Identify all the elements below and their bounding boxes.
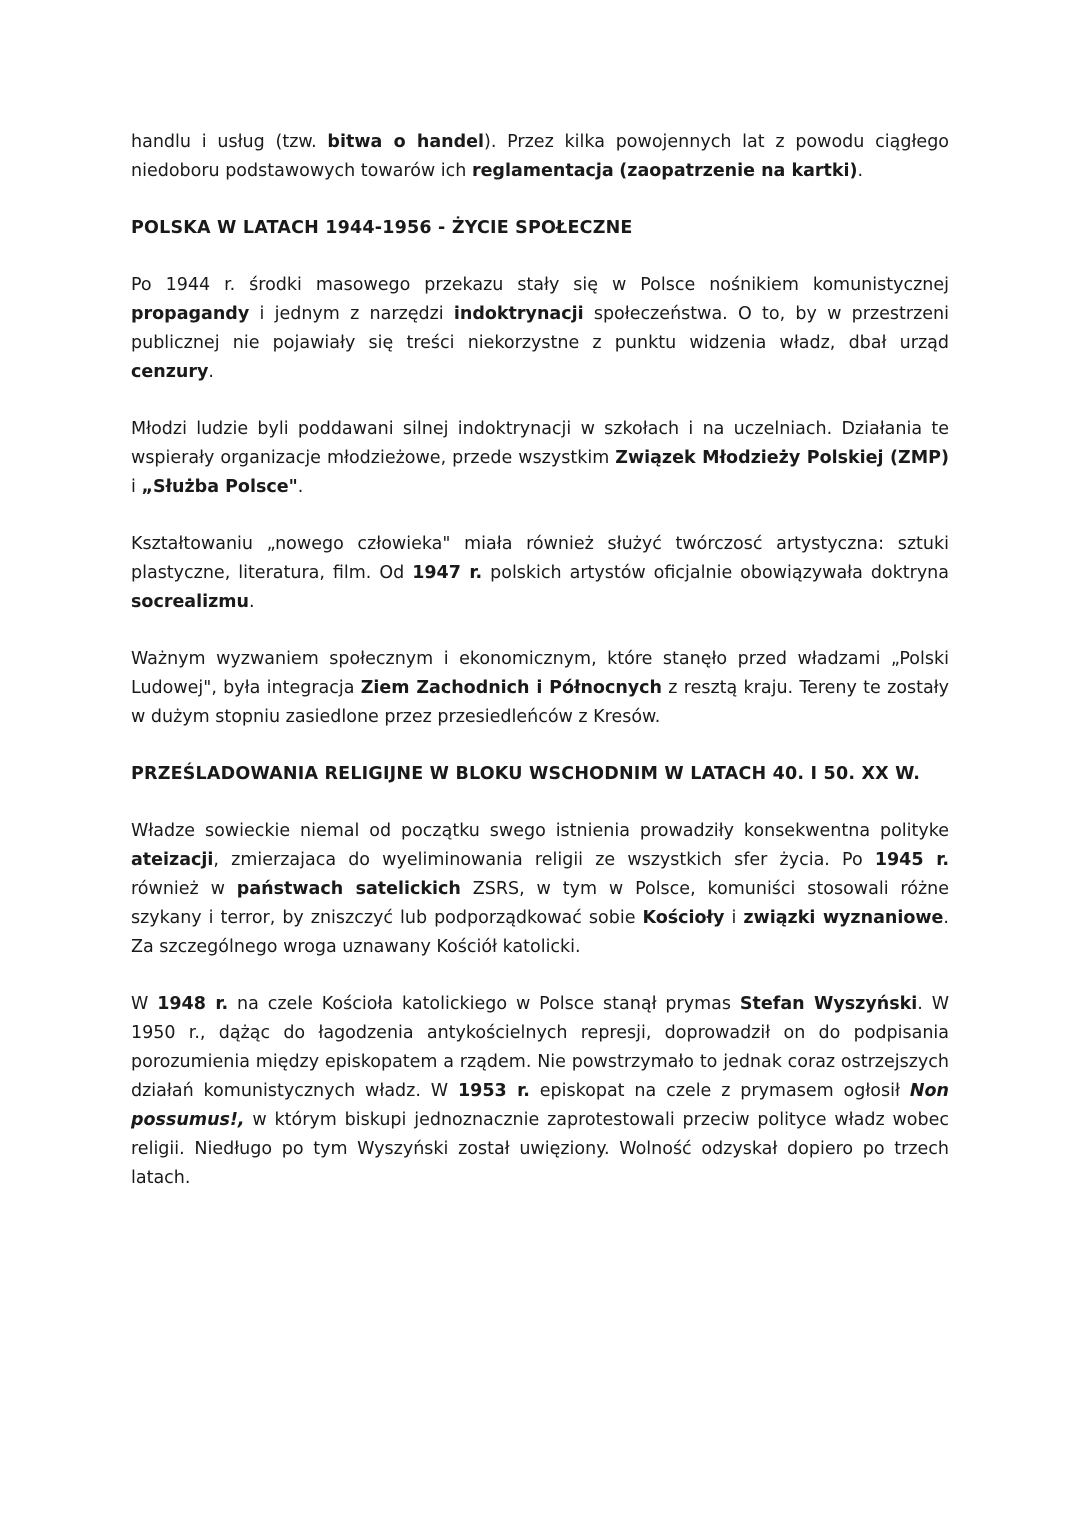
text-run: ZSRS, w tym w Polsce, komuniści stosowali różne szykany i terror, by zniszczyć lub podporządkować sobie [131,879,949,928]
text-run: . W 1950 r., dążąc do łagodzenia antykościelnych represji, doprowadził on do podpisania porozumienia między episkopatem a rządem. Nie powstrzymało to jednak coraz ostrzejszych działań komunistycznych władz. W [131,994,950,1101]
paragraph-western-lands [131,645,949,732]
bold-term: „Służba Polsce" [141,477,298,497]
bold-term: Związek Młodzieży Polskiej (ZMP) [615,448,949,468]
bold-term: 1953 r. [457,1081,530,1101]
text-run: również w [131,879,237,899]
text-run: handlu i usług (tzw. [131,132,328,152]
bold-term: indoktrynacji [453,304,584,324]
text-run: Po 1944 r. środki masowego przekazu stały się w Polsce nośnikiem komunistycznej [131,275,949,295]
paragraph-youth [131,415,949,502]
text-run: , zmierzajaca do wyeliminowania religii ze wszystkich sfer życia. Po [213,850,875,870]
bold-term: socrealizmu [131,592,249,612]
bold-term: reglamentacja [471,161,614,181]
bold-term: bitwa o handel [327,132,485,152]
section-heading-social-life: POLSKA W LATACH 1944-1956 - ŻYCIE SPOŁECZNE [131,218,633,238]
text-run: . [208,362,214,382]
bold-term: Ziem Zachodnich i Północnych [360,678,663,698]
bold-term: Stefan Wyszyński [739,994,918,1014]
text-run: i [724,908,744,928]
bold-term: Kościoły [642,908,725,928]
text-run: . [297,477,304,497]
text-run: polskich artystów oficjalnie obowiązywała doktryna [482,563,949,583]
text-run: W [131,994,158,1014]
text-run: Władze sowieckie niemal od początku swego istnienia prowadziły konsekwentna polityke [131,821,949,841]
text-run: . [249,592,255,612]
text-run: Młodzi ludzie byli poddawani silnej indoktrynacji w szkołach i na uczelniach. Działania te wspierały organizacje młodzieżowe, przede wszystkim [131,419,949,468]
text-run: i [131,477,142,497]
bold-term: 1947 r. [412,563,483,583]
bold-term: 1948 r. [157,994,229,1014]
text-run: episkopat na czele z prymasem ogłosił [529,1081,910,1101]
text-run: na czele Kościoła katolickiego w Polsce stanął prymas [228,994,740,1014]
bold-term: ateizacji [131,850,214,870]
text-run: . [857,161,864,181]
text-run: w którym biskupi jednoznacznie zaprotestowali przeciw polityce władz wobec religii. Niedługo po tym Wyszyński został uwięziony. Wolność odzyskał dopiero po trzech latach. [131,1110,949,1188]
text-run: ). Przez kilka powojennych lat z powodu ciągłego niedoboru podstawowych towarów ich [131,132,950,181]
text-run: z resztą kraju. Tereny te zostały w dużym stopniu zasiedlone przez przesiedleńców z Kresów. [131,678,949,727]
bold-term: propagandy [131,304,250,324]
bold-term: państwach satelickich [236,879,461,899]
paragraph-trade [131,128,949,186]
text-run: Kształtowaniu „nowego człowieka" miała również służyć twórczosć artystyczna: sztuki plastyczne, literatura, film. Od [131,534,949,583]
section-heading-religious-persecution: PRZEŚLADOWANIA RELIGIJNE W BLOKU WSCHODNIM W LATACH 40. I 50. XX W. [131,764,921,784]
bold-italic-term: Non possumus!, [131,1081,949,1130]
text-run: i jednym z narzędzi [249,304,454,324]
paragraph-socrealism [131,530,949,617]
bold-term: związki wyznaniowe [743,908,944,928]
paragraph-atheization [131,817,949,962]
text-run: . Za szczególnego wroga uznawany Kościół katolicki. [131,908,949,957]
text-run: społeczeństwa. O to, by w przestrzeni publicznej nie pojawiały się treści niekorzystne z punktu widzenia władz, dbał urząd [131,304,949,353]
bold-term: (zaopatrzenie na kartki) [619,161,858,181]
document-page [131,128,949,1221]
paragraph-propaganda [131,271,949,387]
bold-term: cenzury [131,362,209,382]
text-run: Ważnym wyzwaniem społecznym i ekonomicznym, które stanęło przed władzami „Polski Ludowej", była integracja [131,649,949,698]
paragraph-wyszynski [131,990,949,1193]
bold-term: 1945 r. [874,850,949,870]
